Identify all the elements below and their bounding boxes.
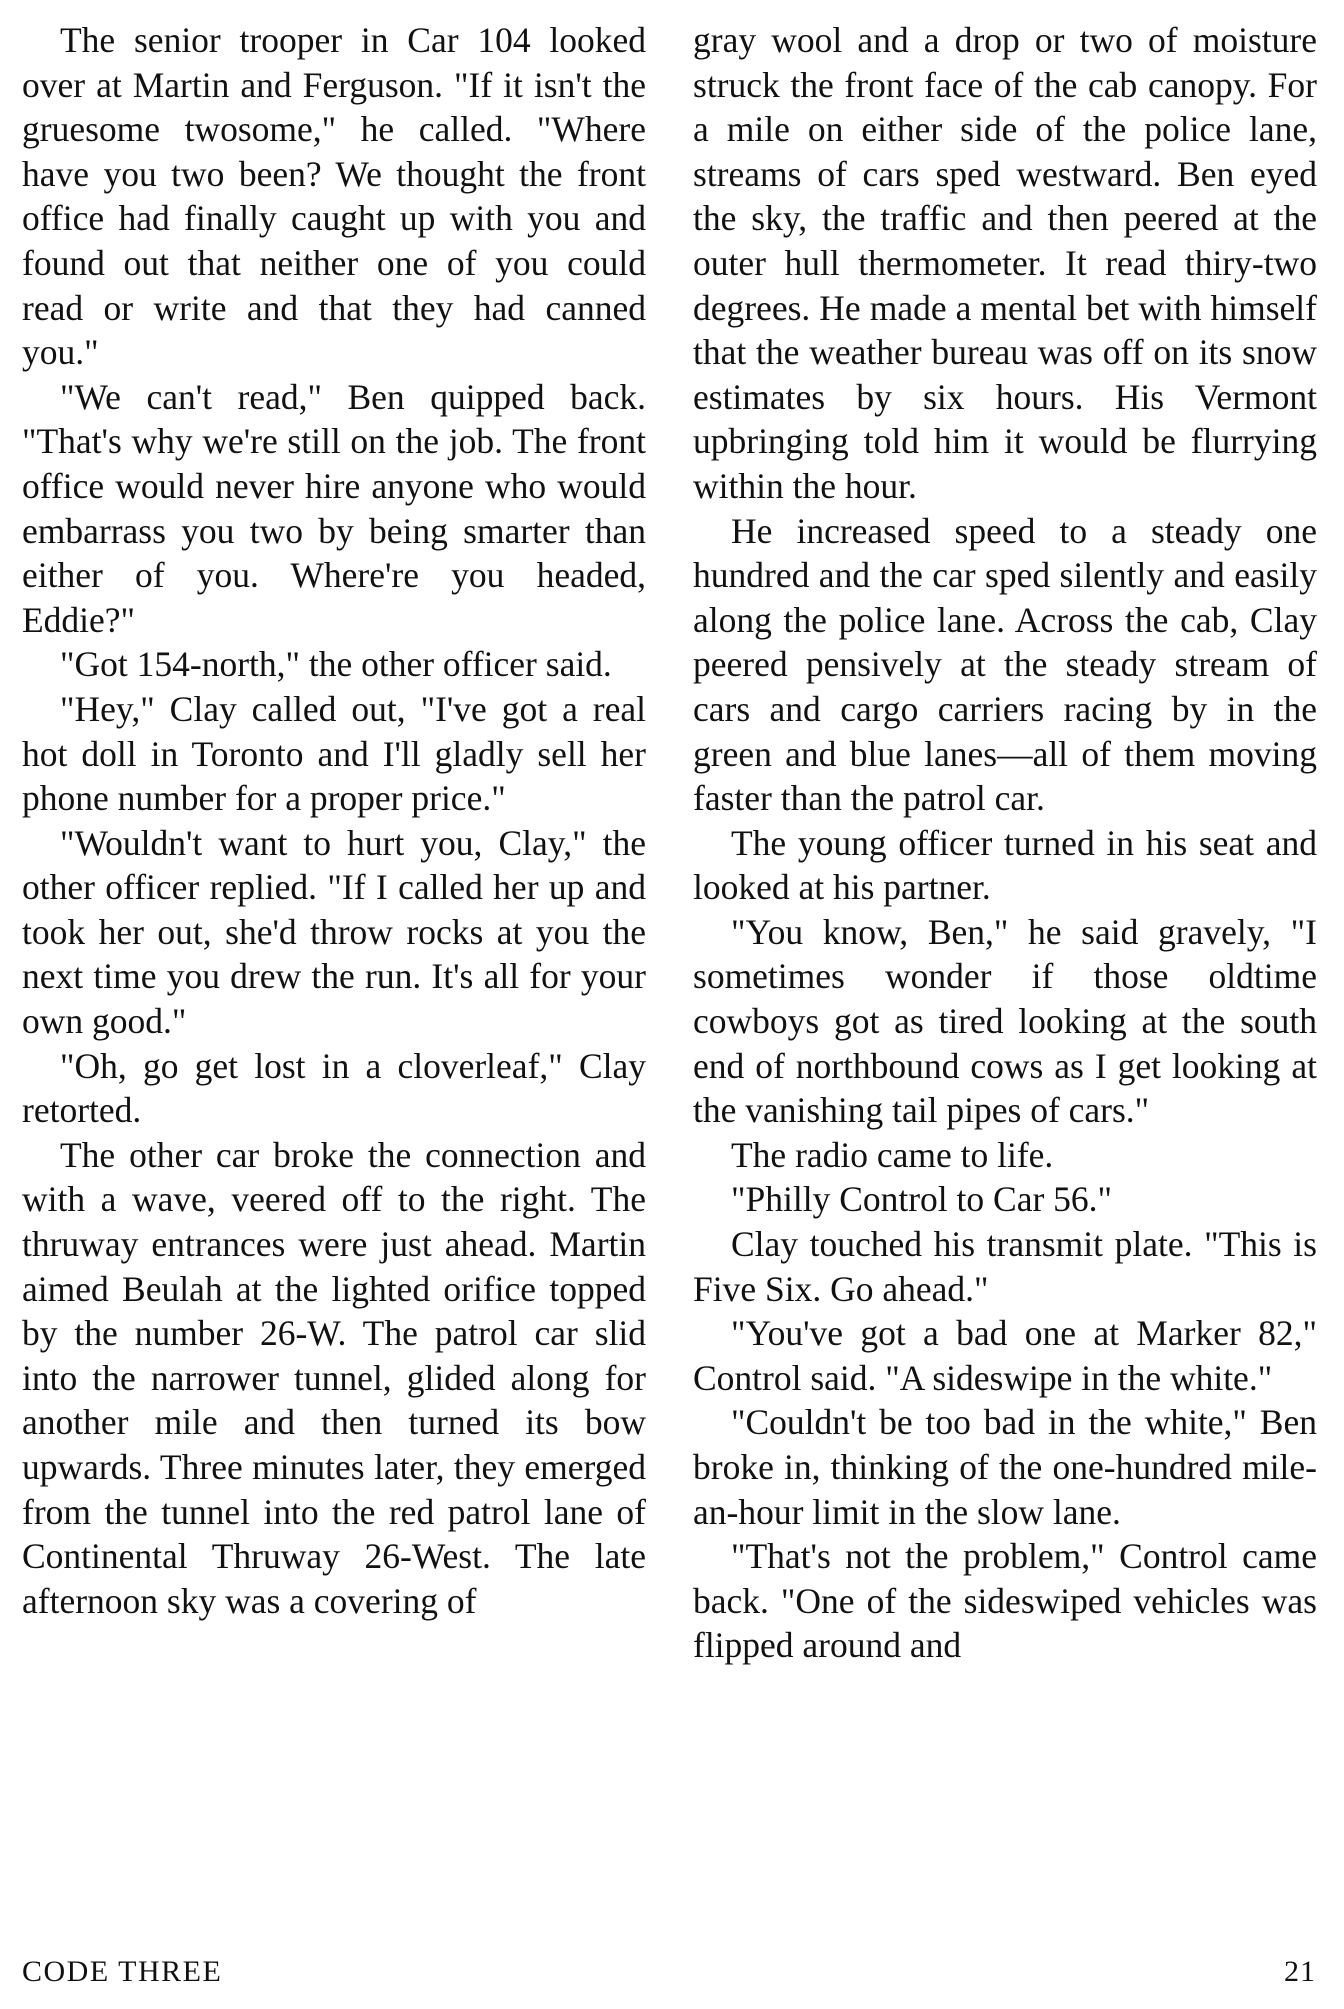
- paragraph: "Wouldn't want to hurt you, Clay," the other officer replied. "If I called her up and took her out, she'd throw rocks at you the next time you drew the run. It's all for your own good.": [22, 822, 646, 1042]
- paragraph: The young officer turned in his seat and looked at his partner.: [693, 822, 1317, 908]
- paragraph: "Hey," Clay called out, "I've got a real hot doll in Toronto and I'll gladly sell her phone number for a proper price.": [22, 688, 646, 819]
- paragraph: "Philly Control to Car 56.": [731, 1179, 1113, 1220]
- paragraph-continuation: gray wool and a drop or two of moisture struck the front face of the cab canopy. For a mile on either side of the police lane, streams of cars sped westward. Ben eyed the sky, the traffic and then peered at the outer hull thermometer. It read thiry-two degrees. He made a mental bet with himself that the weather bureau was off on its snow estimates by six hours. His Vermont upbringing told him it would be flurrying within the hour.: [693, 20, 1317, 506]
- paragraph: "You know, Ben," he said gravely, "I sometimes wonder if those oldtime cowboys got as tired looking at the south end of northbound cows as I get looking at the vanishing tail pipes of cars.": [693, 911, 1317, 1131]
- paragraph: "Couldn't be too bad in the white," Ben broke in, thinking of the one-hundred mile-an-hour limit in the slow lane.: [693, 1402, 1317, 1532]
- paragraph: "Got 154-north," the other officer said.: [60, 644, 612, 685]
- paragraph: Clay touched his transmit plate. "This is Five Six. Go ahead.": [693, 1224, 1317, 1309]
- paragraph: "You've got a bad one at Marker 82," Control said. "A sideswipe in the white.": [693, 1313, 1317, 1398]
- paragraph: The other car broke the connection and with a wave, veered off to the right. The thruway entrances were just ahead. Martin aimed Beulah at the lighted orifice topped by the number 26-W. The patrol car slid into the narrower tunnel, glided along for another mile and then turned its bow upwards. Three minutes later, they emerged from the tunnel into the red patrol lane of Continental Thruway 26-West. The late afternoon sky was a covering of: [22, 1134, 646, 1621]
- page-footer: [22, 1955, 1322, 1989]
- page-number: 21: [1284, 1955, 1316, 1988]
- right-column: [693, 18, 1317, 1668]
- paragraph: The senior trooper in Car 104 looked over at Martin and Ferguson. "If it isn't the gruesome twosome," he called. "Where have you two been? We thought the front office had finally caught up with you and found out that neither one of you could read or write and that they had canned you.": [22, 20, 646, 373]
- paragraph: "That's not the problem," Control came back. "One of the sideswiped vehicles was flipped around and: [693, 1536, 1317, 1666]
- paragraph: "Oh, go get lost in a cloverleaf," Clay retorted.: [22, 1045, 646, 1131]
- running-title: CODE THREE: [22, 1955, 223, 1988]
- paragraph: "We can't read," Ben quipped back. "That's why we're still on the job. The front office would never hire anyone who would embarrass you two by being smarter than either of you. Where're you headed, Eddie?": [22, 376, 646, 640]
- left-column: [22, 18, 646, 1623]
- paragraph: The radio came to life.: [731, 1134, 1054, 1175]
- paragraph: He increased speed to a steady one hundred and the car sped silently and easily along the police lane. Across the cab, Clay peered pensively at the steady stream of cars and cargo carriers racing by in the green and blue lanes—all of them moving faster than the patrol car.: [693, 510, 1317, 819]
